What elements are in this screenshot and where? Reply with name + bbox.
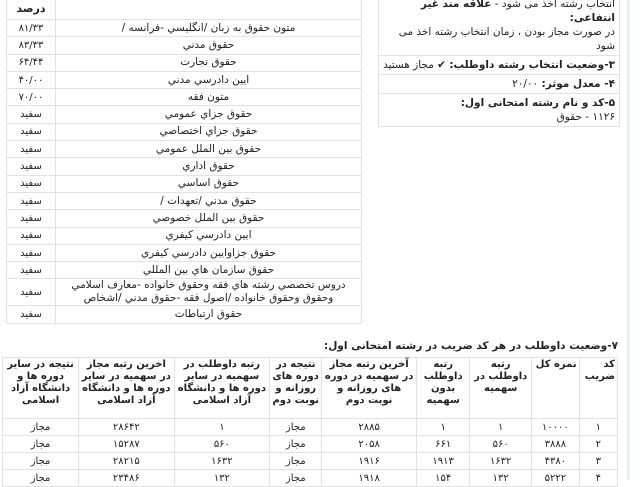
table-cell: ۱۵۴ <box>417 470 470 487</box>
table-cell: ۲۸۸۵ <box>322 419 417 436</box>
table-cell: ۳۸۸۸ <box>532 436 580 453</box>
table-cell: ۵۶۰ <box>174 436 270 453</box>
table-cell: ۱۹۱۶ <box>322 453 417 470</box>
lesson-name: ايين دادرسي كيفري <box>56 227 362 244</box>
table-row <box>7 306 362 323</box>
table-cell: ۱۶۳۲ <box>174 453 270 470</box>
lesson-percent: سفيد <box>7 158 56 175</box>
table-cell: ۱۰۰۰۰ <box>532 419 580 436</box>
lesson-percent-table <box>6 0 362 324</box>
lesson-name: حقوق بين الملل عمومي <box>56 141 362 158</box>
lesson-name: ايين دادرسي مدني <box>56 71 362 88</box>
lesson-percent: سفيد <box>7 210 56 227</box>
table-row <box>7 244 362 261</box>
lesson-percent: ۷۰/۰۰ <box>7 89 56 106</box>
lesson-percent: سفيد <box>7 141 56 158</box>
column-header: نمره کل <box>532 358 580 419</box>
table-row <box>7 210 362 227</box>
column-header: رتبه داوطلب در سهمیه <box>470 358 532 419</box>
table-row <box>7 158 362 175</box>
lesson-name: حقوق جزاي عمومي <box>56 106 362 123</box>
lesson-percent: ۶۴/۴۴ <box>7 54 56 71</box>
lesson-name: حقوق تجارت <box>56 54 362 71</box>
table-cell: ۵۶۰ <box>470 436 532 453</box>
table-row <box>7 227 362 244</box>
column-header: آخرین رتبه مجاز در سهمیه در دوره های روزانه و نوبت دوم <box>322 358 417 419</box>
lesson-percent: سفيد <box>7 262 56 279</box>
lesson-name: حقوق ارتباطات <box>56 306 362 323</box>
table-row <box>7 106 362 123</box>
lesson-name: حقوق جزاوايين دادرسي كيفري <box>56 244 362 261</box>
column-header: کد ضریب <box>579 358 617 419</box>
table-cell: ۴ <box>579 470 617 487</box>
table-row <box>3 436 618 453</box>
table-cell: ۲۳۴۸۶ <box>79 470 174 487</box>
table-cell: ۱ <box>470 419 532 436</box>
table-cell: ۱ <box>579 419 617 436</box>
table-cell: ۱۳۲ <box>470 470 532 487</box>
table-cell: مجاز <box>3 436 79 453</box>
lesson-percent: سفيد <box>7 123 56 140</box>
table-cell: ۱ <box>174 419 270 436</box>
table-cell: مجاز <box>3 419 79 436</box>
table-row <box>7 123 362 140</box>
lesson-percent: سفيد <box>7 106 56 123</box>
table-row <box>3 419 618 436</box>
lesson-percent: سفيد <box>7 279 56 306</box>
table-cell: ۲۸۶۴۲ <box>79 419 174 436</box>
quota-status-table <box>2 357 618 487</box>
lesson-percent: سفيد <box>7 306 56 323</box>
lesson-percent: ۸۳/۳۳ <box>7 37 56 54</box>
section-title: ۷-وضعیت داوطلب در هر کد ضریب در رشته امتحانی اول: <box>324 340 618 352</box>
lesson-percent: ۴۰/۰۰ <box>7 71 56 88</box>
table-cell: ۳ <box>579 453 617 470</box>
table-row <box>7 20 362 37</box>
column-header: رتبه داوطلب بدون سهمیه <box>417 358 470 419</box>
table-row <box>3 470 618 487</box>
table-row <box>3 453 618 470</box>
table-row <box>7 175 362 192</box>
lesson-name: حقوق بين الملل خصوصي <box>56 210 362 227</box>
effective-gpa: ۴- معدل موثر: ۲۰/۰۰ <box>379 74 619 93</box>
lesson-percent: سفيد <box>7 244 56 261</box>
table-cell: ۱ <box>417 419 470 436</box>
lesson-name: متون فقه <box>56 89 362 106</box>
table-cell: مجاز <box>3 453 79 470</box>
candidate-info-panel <box>378 0 620 127</box>
table-cell: ۶۶۱ <box>417 436 470 453</box>
table-cell: ۱۹۱۳ <box>417 453 470 470</box>
table-row <box>7 262 362 279</box>
column-header: نتیجه در سایر دوره ها و دانشگاه آزاد اسلامی <box>3 358 79 419</box>
lesson-name-header <box>56 0 362 20</box>
table-row <box>7 71 362 88</box>
lesson-percent: ۸۱/۳۳ <box>7 20 56 37</box>
column-header: نتیجه در دوره های روزانه و نوبت دوم <box>270 358 322 419</box>
selection-status: ۳-وضعیت انتخاب رشته داوطلب: ✔ مجاز هستید <box>379 55 619 74</box>
lesson-percent: سفيد <box>7 192 56 209</box>
check-icon: ✔ <box>437 59 446 71</box>
table-cell: مجاز <box>3 470 79 487</box>
table-row <box>7 192 362 209</box>
table-cell: مجاز <box>270 453 322 470</box>
lesson-name: حقوق مدني /تعهدات / <box>56 192 362 209</box>
lesson-name: حقوق اداري <box>56 158 362 175</box>
table-row <box>7 141 362 158</box>
percent-header: درصد <box>7 0 56 20</box>
table-cell: ۵۲۲۲ <box>532 470 580 487</box>
lesson-name: حقوق مدني <box>56 37 362 54</box>
interest-note: انتخاب رشته اخذ می شود - علاقه مند غیر انتفاعی: در صورت مجاز بودن ، زمان انتخاب رشته اخذ می شود <box>398 0 615 52</box>
table-cell: ۱۳۲ <box>174 470 270 487</box>
table-cell: ۱۵۲۸۷ <box>79 436 174 453</box>
lesson-name: متون حقوق به زبان /انگليسي -فرانسه / <box>56 20 362 37</box>
table-cell: ۱۶۳۲ <box>470 453 532 470</box>
lesson-percent: سفيد <box>7 227 56 244</box>
column-header: رتبه داوطلب در سهمیه در سایر دوره ها و دانشگاه آزاد اسلامی <box>174 358 270 419</box>
lesson-name: دروس تخصصي رشته هاي فقه وحقوق خانواده -معارف اسلامي وحقوق وحقوق خانواده /اصول فقه -حقوق مدني /اشخاص <box>56 279 362 306</box>
table-cell: مجاز <box>270 419 322 436</box>
lesson-name: حقوق اساسي <box>56 175 362 192</box>
table-row <box>7 54 362 71</box>
lesson-name: حقوق سازمان هاي بين المللي <box>56 262 362 279</box>
table-cell: ۲۰۵۸ <box>322 436 417 453</box>
exam-field: ۵-کد و نام رشته امتحانی اول: ۱۱۲۶ - حقوق <box>379 93 619 126</box>
table-cell: ۴۳۸۰ <box>532 453 580 470</box>
column-header: اخرین رتبه مجاز در سهمیه در سایر دوره ها و دانشگاه آزاد اسلامی <box>79 358 174 419</box>
table-row <box>7 279 362 306</box>
lesson-percent: سفيد <box>7 175 56 192</box>
scrollbar-track[interactable] <box>627 0 630 480</box>
lesson-name: حقوق جزاي اختصاصي <box>56 123 362 140</box>
table-cell: ۲۸۲۱۵ <box>79 453 174 470</box>
table-row <box>7 89 362 106</box>
table-cell: مجاز <box>270 436 322 453</box>
table-cell: ۱۹۱۸ <box>322 470 417 487</box>
table-cell: ۲ <box>579 436 617 453</box>
table-row <box>7 37 362 54</box>
table-cell: مجاز <box>270 470 322 487</box>
